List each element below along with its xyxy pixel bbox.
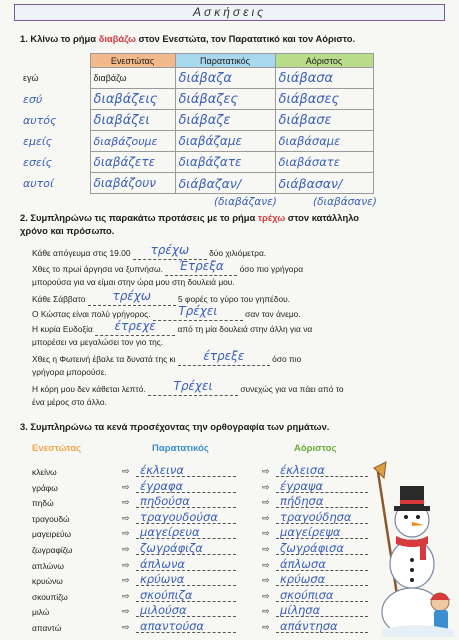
imperfect-answer-blank[interactable] <box>136 573 236 586</box>
handwritten-answer: έγραψα <box>280 479 324 493</box>
section1-verb: διαβάζω <box>98 33 136 44</box>
sentence-text: από τη μία δουλειά στην άλλη για να <box>175 324 313 334</box>
present-verb: μαγειρεύω <box>32 529 72 539</box>
imperfect-cell <box>175 152 275 173</box>
imperfect-cell <box>175 89 275 110</box>
aorist-answer-blank[interactable] <box>276 526 368 539</box>
arrow-icon: ⇨ <box>262 513 270 523</box>
handwritten-answer: έτρεξε <box>203 349 245 363</box>
handwritten-answer: σκούπιζα <box>140 588 193 602</box>
arrow-icon: ⇨ <box>262 591 270 601</box>
header-imperfect: Παρατατικός <box>175 54 275 68</box>
aorist-cell <box>275 68 373 89</box>
header-aorist: Αόριστος <box>275 54 373 68</box>
handwritten-answer: έγραφα <box>140 479 184 493</box>
arrow-icon: ⇨ <box>122 466 130 476</box>
section3-heading: 3. Συμπληρώνω τα κενά προσέχοντας την ορθογραφία των ρημάτων. <box>20 421 330 432</box>
arrow-icon: ⇨ <box>122 497 130 507</box>
answer-blank[interactable] <box>165 259 237 276</box>
arrow-icon: ⇨ <box>122 528 130 538</box>
conjugation-table <box>20 53 374 194</box>
aorist-answer-blank[interactable] <box>276 620 368 633</box>
handwritten-answer: διαβάσαμε <box>278 134 341 148</box>
handwritten-answer: διαβάσατε <box>278 155 340 169</box>
arrow-icon: ⇨ <box>122 575 130 585</box>
handwritten-answer: διάβασες <box>278 91 340 107</box>
section2-verb: τρέχω <box>257 212 286 223</box>
handwritten-answer: εμείς <box>23 134 53 148</box>
pronoun-cell <box>20 89 90 110</box>
section1-heading <box>20 33 355 44</box>
present-verb: κρυώνω <box>32 576 63 586</box>
sentence-line <box>32 304 301 321</box>
handwritten-answer: διαβάζετε <box>93 155 156 169</box>
sentence-line <box>32 349 302 366</box>
aorist-answer-blank[interactable] <box>276 573 368 586</box>
table-row <box>20 110 373 131</box>
answer-blank[interactable] <box>153 304 243 321</box>
handwritten-answer: έκλεισα <box>280 463 325 477</box>
arrow-icon: ⇨ <box>122 482 130 492</box>
handwritten-answer: αυτός <box>23 113 57 127</box>
imperfect-answer-blank[interactable] <box>136 495 236 508</box>
handwritten-answer: μιλούσα <box>140 603 187 617</box>
sentence-line <box>32 259 304 276</box>
handwritten-answer: πηδούσα <box>140 494 190 508</box>
handwritten-answer: έκλεινα <box>140 463 184 477</box>
handwritten-answer: διάβαζαν/ <box>178 175 242 191</box>
aorist-answer-blank[interactable] <box>276 604 368 617</box>
sentence-text: Ο Κώστας είναι πολύ γρήγορος. <box>32 309 153 319</box>
imperfect-answer-blank[interactable] <box>136 620 236 633</box>
imperfect-cell <box>175 131 275 152</box>
sentence-text: όσο πιο <box>269 354 302 364</box>
handwritten-answer: διάβασα <box>278 70 334 86</box>
section3-header-imperfect: Παρατατικός <box>152 443 209 454</box>
sentence-text: όσο πιο γρήγορα <box>237 264 304 274</box>
handwritten-answer: τρέχω <box>150 243 190 257</box>
handwritten-answer: σκούπισα <box>280 588 334 602</box>
present-verb: κλείνω <box>32 467 57 477</box>
aorist-cell <box>275 173 373 194</box>
sentence-text: Η κόρη μου δεν κάθεται λεπτό. <box>32 384 149 394</box>
pronoun-cell <box>20 173 90 194</box>
handwritten-answer: διαβάζεις <box>93 91 158 107</box>
sentence-line: μπορέσει να μεγαλώσει τον γιο της. <box>32 337 164 347</box>
imperfect-cell <box>175 68 275 89</box>
arrow-icon: ⇨ <box>262 497 270 507</box>
sentence-line: μπορούσα για να είμαι στην ώρα μου στη δουλειά μου. <box>32 277 235 287</box>
sentence-text: Η κυρία Ευδοξία <box>32 324 96 334</box>
aorist-answer-blank[interactable] <box>276 480 368 493</box>
imperfect-cell <box>175 173 275 194</box>
present-cell <box>90 173 175 194</box>
handwritten-answer: άπλωνα <box>140 557 185 571</box>
arrow-icon: ⇨ <box>122 606 130 616</box>
present-verb: πηδώ <box>32 498 54 508</box>
snowman-illustration <box>372 452 456 637</box>
imperfect-answer-blank[interactable] <box>136 542 236 555</box>
pronoun-cell: εγώ <box>20 68 90 89</box>
sentence-text: Χθες το πρωί άργησα να ξυπνήσω. <box>32 264 166 274</box>
answer-blank[interactable] <box>88 289 176 306</box>
present-cell <box>90 131 175 152</box>
sentence-line <box>32 289 291 306</box>
handwritten-answer: τρέχω <box>112 289 151 303</box>
arrow-icon: ⇨ <box>122 591 130 601</box>
pronoun-header-empty <box>20 54 90 68</box>
aorist-answer-blank[interactable] <box>276 464 368 477</box>
aorist-answer-blank[interactable] <box>276 542 368 555</box>
handwritten-answer: τραγουδούσα <box>140 510 218 524</box>
handwritten-answer: ζωγράφισα <box>280 541 344 555</box>
present-verb: μιλώ <box>32 607 50 617</box>
handwritten-answer: Τρέχει <box>173 379 213 393</box>
present-verb: γράφω <box>32 483 58 493</box>
arrow-icon: ⇨ <box>262 622 270 632</box>
handwritten-answer: διάβαζε <box>178 112 231 128</box>
sentence-line <box>32 319 313 336</box>
handwritten-answer: κρύωσα <box>280 572 326 586</box>
handwritten-answer: Έτρεξα <box>178 259 224 273</box>
handwritten-answer: μαγείρευα <box>140 525 200 539</box>
handwritten-answer: διάβαζες <box>178 91 239 107</box>
sentence-text: 5 φορές το γύρο του γηπέδου. <box>175 294 291 304</box>
section2-heading-line2: χρόνο και πρόσωπο. <box>20 225 115 236</box>
answer-blank[interactable] <box>95 319 175 336</box>
handwritten-answer: διαβάζουμε <box>93 134 158 148</box>
section3-header-present: Ενεστώτας <box>32 443 82 454</box>
present-cell <box>90 89 175 110</box>
handwritten-answer: διάβαζα <box>178 70 232 86</box>
handwritten-answer: άπλωσα <box>280 557 326 571</box>
handwritten-answer: απάντησα <box>280 619 338 633</box>
sentence-text: Χθες η Φωτεινή έβαλε τα δυνατά της κι <box>32 354 178 364</box>
aorist-cell <box>275 131 373 152</box>
handwritten-answer: Τρέχει <box>178 304 218 318</box>
sentence-text: Κάθε απόγευμα στις 19.00 <box>32 248 133 258</box>
handwritten-answer: απαντούσα <box>140 619 204 633</box>
imperfect-answer-blank[interactable] <box>136 589 236 602</box>
handwritten-answer: αυτοί <box>23 176 54 190</box>
answer-blank[interactable] <box>178 349 270 366</box>
page-title: Ασκήσεις <box>14 4 445 21</box>
arrow-icon: ⇨ <box>122 513 130 523</box>
table-row <box>20 68 373 89</box>
table-row <box>20 173 373 194</box>
aorist-cell <box>275 110 373 131</box>
table-row <box>20 131 373 152</box>
sentence-line: γρήγορα μπορούσε. <box>32 367 107 377</box>
pronoun-cell <box>20 110 90 131</box>
imperfect-answer-blank[interactable] <box>136 604 236 617</box>
imperfect-answer-blank[interactable] <box>136 558 236 571</box>
handwritten-answer: εσείς <box>23 155 53 169</box>
handwritten-answer: εσύ <box>23 92 43 106</box>
handwritten-answer: διαβάζουν <box>93 176 156 190</box>
arrow-icon: ⇨ <box>122 622 130 632</box>
present-verb: τραγουδώ <box>32 514 70 524</box>
handwritten-answer: διάβασαν/ <box>278 175 343 191</box>
section1-heading-text-end: στον Ενεστώτα, τον Παρατατικό και τον Αόριστο. <box>135 33 356 44</box>
section2-heading <box>20 212 359 223</box>
handwritten-answer: ζωγράφιζα <box>140 541 203 555</box>
alt-aorist-form: (διαβάσανε) <box>313 196 377 208</box>
arrow-icon: ⇨ <box>262 544 270 554</box>
handwritten-answer: διαβάζαμε <box>178 134 242 148</box>
aorist-answer-blank[interactable] <box>276 495 368 508</box>
answer-blank[interactable] <box>133 243 207 260</box>
imperfect-answer-blank[interactable] <box>136 511 236 524</box>
section1-heading-text: 1. Κλίνω το ρήμα <box>20 33 99 44</box>
header-present: Ενεστώτας <box>90 54 175 68</box>
arrow-icon: ⇨ <box>122 544 130 554</box>
present-verb: ζωγραφίζω <box>32 545 73 555</box>
sentence-text: σαν τον άνεμο. <box>242 309 301 319</box>
sentence-text: δύο χιλιόμετρα. <box>206 248 267 258</box>
section2-heading-text-end: στον κατάλληλο <box>285 212 360 223</box>
aorist-answer-blank[interactable] <box>276 558 368 571</box>
arrow-icon: ⇨ <box>122 560 130 570</box>
imperfect-cell <box>175 110 275 131</box>
handwritten-answer: τραγούδησα <box>280 510 352 524</box>
sentence-line <box>32 243 267 260</box>
table-row <box>20 89 373 110</box>
present-cell: διαβάζω <box>90 68 175 89</box>
present-cell <box>90 152 175 173</box>
aorist-answer-blank[interactable] <box>276 589 368 602</box>
sentence-text: Κάθε Σάββατο <box>32 294 88 304</box>
sentence-line: ένα μέρος στο άλλο. <box>32 397 107 407</box>
imperfect-answer-blank[interactable] <box>136 464 236 477</box>
handwritten-answer: μαγείρεψα <box>280 525 341 539</box>
aorist-cell <box>275 89 373 110</box>
arrow-icon: ⇨ <box>262 606 270 616</box>
answer-blank[interactable] <box>148 379 238 396</box>
arrow-icon: ⇨ <box>262 466 270 476</box>
alt-imperfect-form: (διαβάζανε) <box>214 196 277 208</box>
arrow-icon: ⇨ <box>262 575 270 585</box>
handwritten-answer: πήδησα <box>280 494 324 508</box>
pronoun-cell <box>20 152 90 173</box>
present-verb: απαντώ <box>32 623 62 633</box>
handwritten-answer: έτρεχε <box>114 319 156 333</box>
section2-heading-text: 2. Συμπληρώνω τις παρακάτω προτάσεις με το ρήμα <box>20 212 258 223</box>
table-row <box>20 152 373 173</box>
handwritten-answer: μίλησα <box>280 603 321 617</box>
present-verb: απλώνω <box>32 561 64 571</box>
aorist-cell <box>275 152 373 173</box>
imperfect-answer-blank[interactable] <box>136 480 236 493</box>
imperfect-answer-blank[interactable] <box>136 526 236 539</box>
handwritten-answer: διάβασε <box>278 112 332 128</box>
arrow-icon: ⇨ <box>262 560 270 570</box>
present-verb: σκουπίζω <box>32 592 68 602</box>
handwritten-answer: διαβάζει <box>93 112 150 128</box>
section3-header-aorist: Αόριστος <box>294 443 337 454</box>
pronoun-cell <box>20 131 90 152</box>
arrow-icon: ⇨ <box>262 528 270 538</box>
handwritten-answer: κρύωνα <box>140 572 185 586</box>
sentence-line <box>32 379 344 396</box>
aorist-answer-blank[interactable] <box>276 511 368 524</box>
present-cell <box>90 110 175 131</box>
sentence-text: συνεχώς για να πάει από το <box>238 384 344 394</box>
arrow-icon: ⇨ <box>262 482 270 492</box>
handwritten-answer: διαβάζατε <box>178 155 242 169</box>
